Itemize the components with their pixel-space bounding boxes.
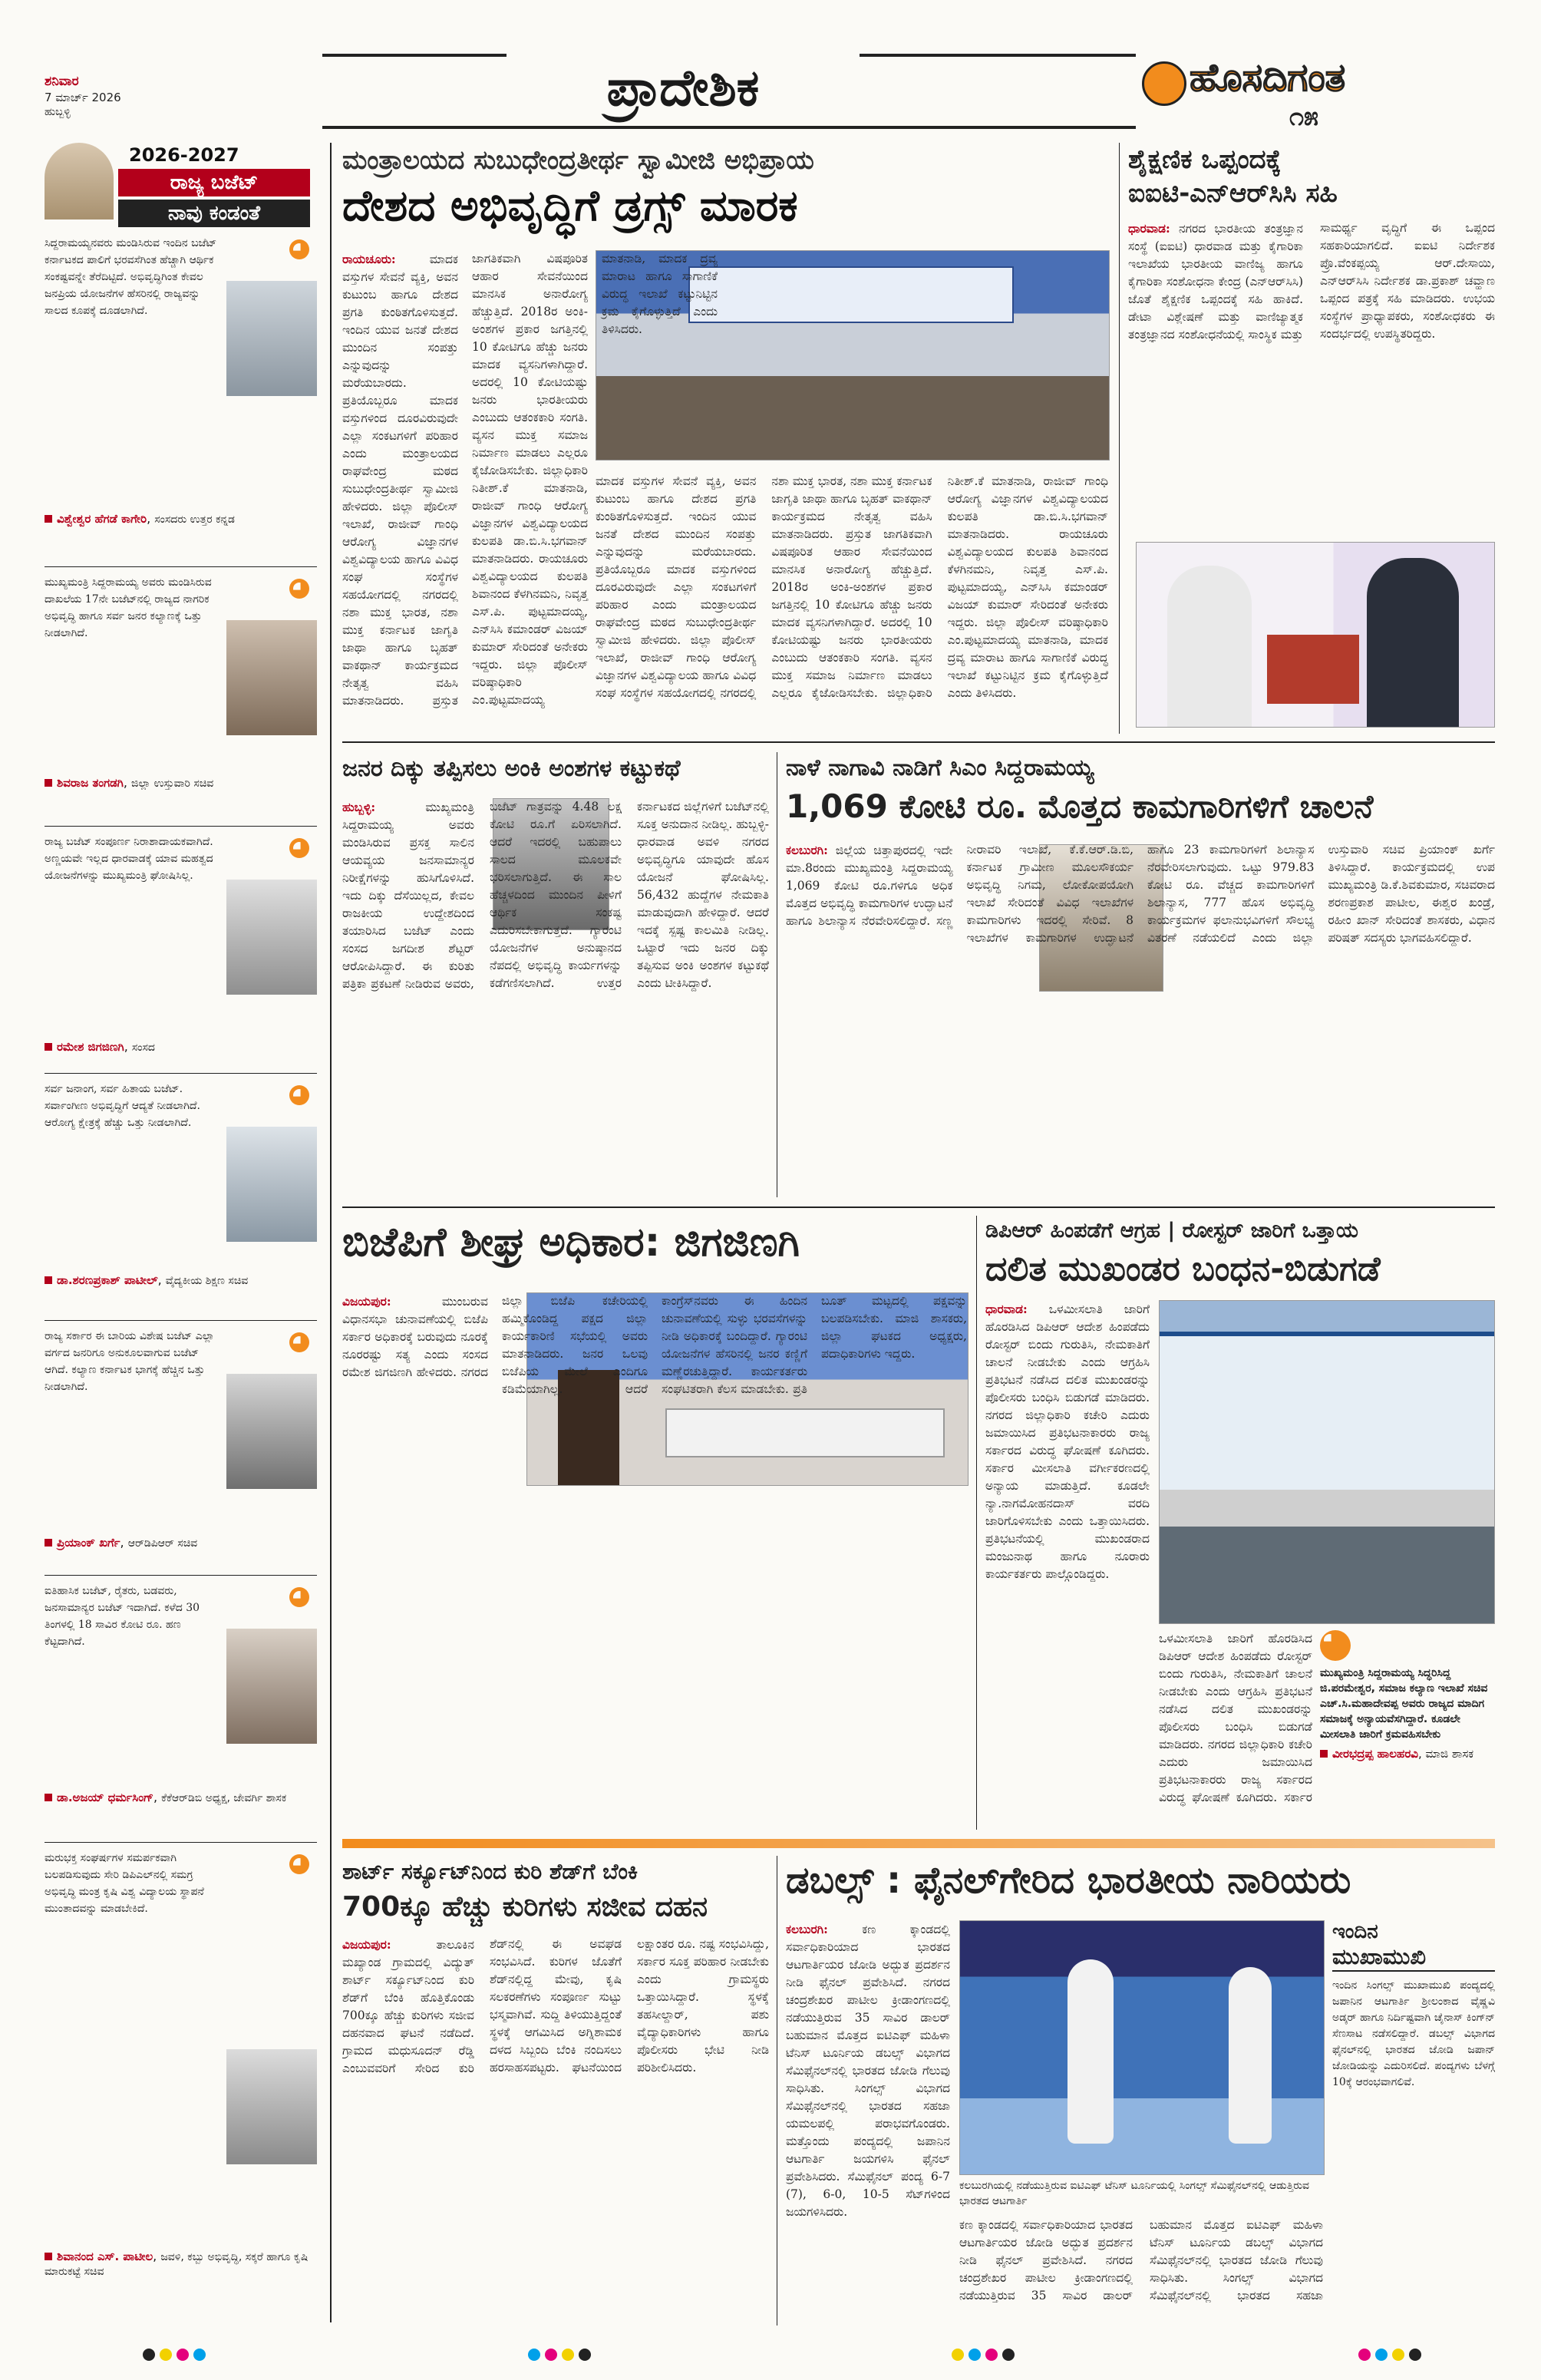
story-dateline: ರಾಯಚೂರು: [342, 252, 396, 266]
sidebar-item-6 [45, 1583, 317, 1836]
color-band [342, 1839, 1495, 1848]
police-bus [1160, 1332, 1494, 1490]
budget-leader-photo [45, 143, 114, 220]
quote-box: ಮುಖ್ಯಮಂತ್ರಿ ಸಿದ್ದರಾಮಯ್ಯ ಸಿದ್ಧರಿಸಿದ್ದ ಜಿ.ಪರಮೇಶ್ವರ, ಸಮಾಜ ಕಲ್ಯಾಣ ಇಲಾಖೆ ಸಚಿವ ಎಚ್.ಸಿ.ಮಹಾದೇವಪ್ಪ ಅವರು ರಾಜ್ಯದ ಮಾದಿಗ ಸಮಾಜಕ್ಕೆ ಅನ್ಯಾಯವೆಸಗಿದ್ದಾರೆ. ಕೂಡಲೇ ಮೀಸಲಾತಿ ಜಾರಿಗೆ ಕ್ರಮವಹಿಸಬೇಕು ವೀರಭದ್ರಪ್ಪ ಹಾಲಹರವಿ, ಮಾಜಿ ಶಾಸಕ [1320, 1630, 1493, 1822]
sidebar-text-2: ಮುಖ್ಯಮಂತ್ರಿ ಸಿದ್ದರಾಮಯ್ಯ ಅವರು ಮಂಡಿಸಿರುವ ದಾಖಲೆಯ 17ನೇ ಬಜೆಟ್‌ನಲ್ಲಿ ರಾಜ್ಯದ ನಾಗರಿಕ ಅಭಿವೃದ್ಧಿ ಹಾಗೂ ಸರ್ವ ಜನರ ಕಲ್ಯಾಣಕ್ಕೆ ಒತ್ತು ನೀಡಲಾಗಿದೆ. [45, 576, 212, 639]
stage-banner [688, 266, 1014, 323]
sidebar-item-7 [45, 1850, 317, 2326]
sidebar-name-5: ಪ್ರಿಯಾಂಕ್ ಖರ್ಗೆ, ಆರ್‌ಡಿಪಿಆರ್ ಸಚಿವ [45, 1535, 317, 1550]
story-headline: ಐಐಟಿ-ಎನ್‌ಆರ್‌ಸಿಸಿ ಸಹಿ [1128, 178, 1338, 209]
story-body-continued: ಒಳಮೀಸಲಾತಿ ಜಾರಿಗೆ ಹೊರಡಿಸಿದ ಡಿಪಿಆರ್ ಆದೇಶ ಹಿಂಪಡೆದು ರೋಸ್ಟರ್ ಬಿಂದು ಗುರುತಿಸಿ, ನೇಮಕಾತಿಗೆ ಚಾಲನೆ ನೀಡಬೇಕು ಎಂದು ಆಗ್ರಹಿಸಿ ಪ್ರತಿಭಟನೆ ನಡೆಸಿದ ದಲಿತ ಮುಖಂಡರನ್ನು ಪೊಲೀಸರು ಬಂಧಿಸಿ ಬಿಡುಗಡೆ ಮಾಡಿದರು. ನಗರದ ಜಿಲ್ಲಾಧಿಕಾರಿ ಕಚೇರಿ ಎದುರು ಜಮಾಯಿಸಿದ ಪ್ರತಿಭಟನಾಕಾರರು ರಾಜ್ಯ ಸರ್ಕಾರದ ವಿರುದ್ಧ ಘೋಷಣೆ ಕೂಗಿದರು. ಸರ್ಕಾರ [1159, 1632, 1312, 1804]
person-right [1367, 558, 1459, 727]
sidebar-item-3 [45, 833, 317, 1064]
quote-icon [289, 1332, 309, 1352]
player-figure [1067, 1959, 1114, 2144]
person-left [1167, 566, 1252, 727]
quote-icon [289, 838, 309, 858]
story-headline: 700ಕ್ಕೂ ಹೆಚ್ಚು ಕುರಿಗಳು ಸಜೀವ ದಹನ [342, 1891, 708, 1923]
story-body: ಒಳಮೀಸಲಾತಿ ಜಾರಿಗೆ ಹೊರಡಿಸಿದ ಡಿಪಿಆರ್ ಆದೇಶ ಹಿಂಪಡೆದು ರೋಸ್ಟರ್ ಬಿಂದು ಗುರುತಿಸಿ, ನೇಮಕಾತಿಗೆ ಚಾಲನೆ ನೀಡಬೇಕು ಎಂದು ಆಗ್ರಹಿಸಿ ಪ್ರತಿಭಟನೆ ನಡೆಸಿದ ದಲಿತ ಮುಖಂಡರನ್ನು ಪೊಲೀಸರು ಬಂಧಿಸಿ ಬಿಡುಗಡೆ ಮಾಡಿದರು. ನಗರದ ಜಿಲ್ಲಾಧಿಕಾರಿ ಕಚೇರಿ ಎದುರು ಜಮಾಯಿಸಿದ ಪ್ರತಿಭಟನಾಕಾರರು ರಾಜ್ಯ ಸರ್ಕಾರದ ವಿರುದ್ಧ ಘೋಷಣೆ ಕೂಗಿದರು. ಸರ್ಕಾರ ಮೀಸಲಾತಿ ವರ್ಗೀಕರಣದಲ್ಲಿ ಅನ್ಯಾಯ ಮಾಡುತ್ತಿದೆ. ಕೂಡಲೇ ನ್ಯಾ.ನಾಗಮೋಹನದಾಸ್ ವರದಿ ಜಾರಿಗೊಳಿಸಬೇಕು ಎಂದು ಒತ್ತಾಯಿಸಿದರು. ಪ್ರತಿಭಟನೆಯಲ್ಲಿ ಮುಖಂಡರಾದ ಮಂಜುನಾಥ ಹಾಗೂ ನೂರಾರು ಕಾರ್ಯಕರ್ತರು ಪಾಲ್ಗೊಂಡಿದ್ದರು. [985, 1302, 1150, 1581]
header-city: ಹುಬ್ಬಳ್ಳಿ [45, 106, 71, 118]
budget-badge [45, 143, 317, 232]
sidebar-text-5: ರಾಜ್ಯ ಸರ್ಕಾರ ಈ ಬಾರಿಯ ವಿಶೇಷ ಬಜೆಟ್ ಎಲ್ಲಾ ವರ್ಗದ ಜನರಿಗೂ ಅನುಕೂಲವಾಗುವ ಬಜೆಟ್ ಆಗಿದೆ. ಕಲ್ಯಾಣ ಕರ್ನಾಟಕ ಭಾಗಕ್ಕೆ ಹೆಚ್ಚಿನ ಒತ್ತು ನೀಡಲಾಗಿದೆ. [45, 1330, 215, 1393]
story-dateline: ಕಲಬುರಗಿ: [786, 1922, 828, 1936]
registration-marks [952, 2349, 1021, 2364]
page-number: ೧೫ [1289, 101, 1319, 132]
registration-marks [1358, 2349, 1427, 2364]
story-kicker: ಶೈಕ್ಷಣಿಕ ಒಪ್ಪಂದಕ್ಕೆ [1128, 144, 1282, 175]
story-headline: ಜನರ ದಿಕ್ಕು ತಪ್ಪಿಸಲು ಅಂಕಿ ಅಂಶಗಳ ಕಟ್ಟುಕಥೆ [342, 755, 681, 782]
sidebar-name-6: ಡಾ.ಅಜಯ್ ಧರ್ಮಸಿಂಗ್, ಕೆಕೆಆರ್‌ಡಿಬಿ ಅಧ್ಯಕ್ಷ, ಜೇವರ್ಗಿ ಶಾಸಕ [45, 1790, 317, 1804]
tennis-photo [959, 1920, 1325, 2175]
box-title-2: ಮುಖಾಮುಖಿ [1332, 1944, 1495, 1972]
story-body: ಮಾದಕ ವಸ್ತುಗಳ ಸೇವನೆ ವ್ಯಕ್ತಿ, ಅವನ ಕುಟುಂಬ ಹಾಗೂ ದೇಶದ ಪ್ರಗತಿ ಕುಂಠಿತಗೊಳಿಸುತ್ತದೆ. ಇಂದಿನ ಯುವ ಜನತೆ ದೇಶದ ಮುಂದಿನ ಸಂಪತ್ತು ಎನ್ನುವುದನ್ನು ಮರೆಯಬಾರದು. ಪ್ರತಿಯೊಬ್ಬರೂ ಮಾದಕ ವಸ್ತುಗಳಿಂದ ದೂರವಿರುವುದೇ ಎಲ್ಲಾ ಸಂಕಟಗಳಿಗೆ ಪರಿಹಾರ ಎಂದು ಮಂತ್ರಾಲಯದ ರಾಘವೇಂದ್ರ ಮಠದ ಸುಬುಧೇಂದ್ರತೀರ್ಥ ಸ್ವಾಮೀಜಿ ಹೇಳಿದರು. ಜಿಲ್ಲಾ ಪೊಲೀಸ್ ಇಲಾಖೆ, ರಾಜೀವ್ ಗಾಂಧಿ ಆರೋಗ್ಯ ವಿಜ್ಞಾನಗಳ ವಿಶ್ವವಿದ್ಯಾಲಯ ಹಾಗೂ ವಿವಿಧ ಸಂಘ ಸಂಸ್ಥೆಗಳ ಸಹಯೋಗದಲ್ಲಿ ನಗರದಲ್ಲಿ ನಶಾ ಮುಕ್ತ ಭಾರತ, ನಶಾ ಮುಕ್ತ ಕರ್ನಾಟಕ ಜಾಗೃತಿ ಜಾಥಾ ಹಾಗೂ ಬೃಹತ್ ವಾಕಥಾನ್ ಕಾರ್ಯಕ್ರಮದ ನೇತೃತ್ವ ವಹಿಸಿ ಮಾತನಾಡಿದರು. ಪ್ರಸ್ತುತ ಜಾಗತಿಕವಾಗಿ ವಿಷಪೂರಿತ ಆಹಾರ ಸೇವನೆಯಿಂದ ಮಾನಸಿಕ ಅನಾರೋಗ್ಯ ಹೆಚ್ಚುತ್ತಿದೆ. 2018ರ ಅಂಕಿ-ಅಂಶಗಳ ಪ್ರಕಾರ ಜಗತ್ತಿನಲ್ಲಿ 10 ಕೋಟಿಗೂ ಹೆಚ್ಚು ಜನರು ಮಾದಕ ವ್ಯಸನಿಗಳಾಗಿದ್ದಾರೆ. ಅದರಲ್ಲಿ 10 ಕೋಟಿಯಷ್ಟು ಜನರು ಭಾರತೀಯರು ಎಂಬುದು ಆತಂಕಕಾರಿ ಸಂಗತಿ. ವ್ಯಸನ ಮುಕ್ತ ಸಮಾಜ ನಿರ್ಮಾಣ ಮಾಡಲು ಎಲ್ಲರೂ ಕೈಜೋಡಿಸಬೇಕು. ಜಿಲ್ಲಾಧಿಕಾರಿ ನಿತೀಶ್.ಕೆ ಮಾತನಾಡಿ, ರಾಜೀವ್ ಗಾಂಧಿ ಆರೋಗ್ಯ ವಿಜ್ಞಾನಗಳ ವಿಶ್ವವಿದ್ಯಾಲಯದ ಕುಲಪತಿ ಡಾ.ಬಿ.ಸಿ.ಭಗವಾನ್ ಮಾತನಾಡಿದರು. ರಾಯಚೂರು ವಿಶ್ವವಿದ್ಯಾಲಯದ ಕುಲಪತಿ ಶಿವಾನಂದ ಕೆಳಗಿನಮನಿ, ನಿವೃತ್ತ ಎಸ್.ಪಿ. ಪುಟ್ಟಮಾದಯ್ಯ, ಎನ್‌ಸಿಸಿ ಕಮಾಂಡರ್ ವಿಜಯ್ ಕುಮಾರ್ ಸೇರಿದಂತೆ ಅನೇಕರು ಇದ್ದರು. ಜಿಲ್ಲಾ ಪೊಲೀಸ್ ವರಿಷ್ಠಾಧಿಕಾರಿ ಎಂ.ಪುಟ್ಟಮಾದಯ್ಯ ಮಾತನಾಡಿ, ಮಾದಕ ದ್ರವ್ಯ ಮಾರಾಟ ಹಾಗೂ ಸಾಗಾಣಿಕೆ ವಿರುದ್ಧ ಇಲಾಖೆ ಕಟ್ಟುನಿಟ್ಟಿನ ಕ್ರಮ ಕೈಗೊಳ್ಳುತ್ತಿದೆ ಎಂದು ತಿಳಿಸಿದರು. [342, 252, 718, 708]
sidebar-photo-4 [226, 1127, 317, 1242]
story-cm-visit [786, 752, 1495, 1197]
sidebar-item-4 [45, 1081, 317, 1303]
story-headline: 1,069 ಕೋಟಿ ರೂ. ಮೊತ್ತದ ಕಾಮಗಾರಿಗಳಿಗೆ ಚಾಲನೆ [786, 787, 1374, 825]
sidebar-item-5 [45, 1328, 317, 1566]
quote-text: ಮುಖ್ಯಮಂತ್ರಿ ಸಿದ್ದರಾಮಯ್ಯ ಸಿದ್ಧರಿಸಿದ್ದ ಜಿ.ಪರಮೇಶ್ವರ, ಸಮಾಜ ಕಲ್ಯಾಣ ಇಲಾಖೆ ಸಚಿವ ಎಚ್.ಸಿ.ಮಹಾದೇವಪ್ಪ ಅವರು ರಾಜ್ಯದ ಮಾದಿಗ ಸಮಾಜಕ್ಕೆ ಅನ್ಯಾಯವೆಸಗಿದ್ದಾರೆ. ಕೂಡಲೇ ಮೀಸಲಾತಿ ಜಾರಿಗೆ ಕ್ರಮವಹಿಸಬೇಕು [1320, 1667, 1488, 1741]
photo-caption: ಕಲಬುರಗಿಯಲ್ಲಿ ನಡೆಯುತ್ತಿರುವ ಐಟಿಎಫ್ ಟೆನಿಸ್ ಟೂರ್ನಿಯಲ್ಲಿ ಸಿಂಗಲ್ಸ್ ಸೆಮಿಫೈನಲ್‌ನಲ್ಲಿ ಆಡುತ್ತಿರುವ ಭಾರತದ ಆಟಗಾರ್ತಿ [959, 2180, 1310, 2207]
story-body-continued: ಮಾದಕ ವಸ್ತುಗಳ ಸೇವನೆ ವ್ಯಕ್ತಿ, ಅವನ ಕುಟುಂಬ ಹಾಗೂ ದೇಶದ ಪ್ರಗತಿ ಕುಂಠಿತಗೊಳಿಸುತ್ತದೆ. ಇಂದಿನ ಯುವ ಜನತೆ ದೇಶದ ಮುಂದಿನ ಸಂಪತ್ತು ಎನ್ನುವುದನ್ನು ಮರೆಯಬಾರದು. ಪ್ರತಿಯೊಬ್ಬರೂ ಮಾದಕ ವಸ್ತುಗಳಿಂದ ದೂರವಿರುವುದೇ ಎಲ್ಲಾ ಸಂಕಟಗಳಿಗೆ ಪರಿಹಾರ ಎಂದು ಮಂತ್ರಾಲಯದ ರಾಘವೇಂದ್ರ ಮಠದ ಸುಬುಧೇಂದ್ರತೀರ್ಥ ಸ್ವಾಮೀಜಿ ಹೇಳಿದರು. ಜಿಲ್ಲಾ ಪೊಲೀಸ್ ಇಲಾಖೆ, ರಾಜೀವ್ ಗಾಂಧಿ ಆರೋಗ್ಯ ವಿಜ್ಞಾನಗಳ ವಿಶ್ವವಿದ್ಯಾಲಯ ಹಾಗೂ ವಿವಿಧ ಸಂಘ ಸಂಸ್ಥೆಗಳ ಸಹಯೋಗದಲ್ಲಿ ನಗರದಲ್ಲಿ ನಶಾ ಮುಕ್ತ ಭಾರತ, ನಶಾ ಮುಕ್ತ ಕರ್ನಾಟಕ ಜಾಗೃತಿ ಜಾಥಾ ಹಾಗೂ ಬೃಹತ್ ವಾಕಥಾನ್ ಕಾರ್ಯಕ್ರಮದ ನೇತೃತ್ವ ವಹಿಸಿ ಮಾತನಾಡಿದರು. ಪ್ರಸ್ತುತ ಜಾಗತಿಕವಾಗಿ ವಿಷಪೂರಿತ ಆಹಾರ ಸೇವನೆಯಿಂದ ಮಾನಸಿಕ ಅನಾರೋಗ್ಯ ಹೆಚ್ಚುತ್ತಿದೆ. 2018ರ ಅಂಕಿ-ಅಂಶಗಳ ಪ್ರಕಾರ ಜಗತ್ತಿನಲ್ಲಿ 10 ಕೋಟಿಗೂ ಹೆಚ್ಚು ಜನರು ಮಾದಕ ವ್ಯಸನಿಗಳಾಗಿದ್ದಾರೆ. ಅದರಲ್ಲಿ 10 ಕೋಟಿಯಷ್ಟು ಜನರು ಭಾರತೀಯರು ಎಂಬುದು ಆತಂಕಕಾರಿ ಸಂಗತಿ. ವ್ಯಸನ ಮುಕ್ತ ಸಮಾಜ ನಿರ್ಮಾಣ ಮಾಡಲು ಎಲ್ಲರೂ ಕೈಜೋಡಿಸಬೇಕು. ಜಿಲ್ಲಾಧಿಕಾರಿ ನಿತೀಶ್.ಕೆ ಮಾತನಾಡಿ, ರಾಜೀವ್ ಗಾಂಧಿ ಆರೋಗ್ಯ ವಿಜ್ಞಾನಗಳ ವಿಶ್ವವಿದ್ಯಾಲಯದ ಕುಲಪತಿ ಡಾ.ಬಿ.ಸಿ.ಭಗವಾನ್ ಮಾತನಾಡಿದರು. ರಾಯಚೂರು ವಿಶ್ವವಿದ್ಯಾಲಯದ ಕುಲಪತಿ ಶಿವಾನಂದ ಕೆಳಗಿನಮನಿ, ನಿವೃತ್ತ ಎಸ್.ಪಿ. ಪುಟ್ಟಮಾದಯ್ಯ, ಎನ್‌ಸಿಸಿ ಕಮಾಂಡರ್ ವಿಜಯ್ ಕುಮಾರ್ ಸೇರಿದಂತೆ ಅನೇಕರು ಇದ್ದರು. ಜಿಲ್ಲಾ ಪೊಲೀಸ್ ವರಿಷ್ಠಾಧಿಕಾರಿ ಎಂ.ಪುಟ್ಟಮಾದಯ್ಯ ಮಾತನಾಡಿ, ಮಾದಕ ದ್ರವ್ಯ ಮಾರಾಟ ಹಾಗೂ ಸಾಗಾಣಿಕೆ ವಿರುದ್ಧ ಇಲಾಖೆ ಕಟ್ಟುನಿಟ್ಟಿನ ಕ್ರಮ ಕೈಗೊಳ್ಳುತ್ತಿದೆ ಎಂದು ತಿಳಿಸಿದರು. [596, 474, 1108, 700]
story-body: ಜಿಲ್ಲೆಯ ಚಿತ್ತಾಪುರದಲ್ಲಿ ಇದೇ ಮಾ.8ರಂದು ಮುಖ್ಯಮಂತ್ರಿ ಸಿದ್ದರಾಮಯ್ಯ 1,069 ಕೋಟಿ ರೂ.ಗಳಿಗೂ ಅಧಿಕ ಮೊತ್ತದ ಅಭಿವೃದ್ಧಿ ಕಾಮಗಾರಿಗಳ ಉದ್ಘಾಟನೆ ಹಾಗೂ ಶಿಲಾನ್ಯಾಸ ನೆರವೇರಿಸಲಿದ್ದಾರೆ. ಸಣ್ಣ ನೀರಾವರಿ ಇಲಾಖೆ, ಕೆ.ಕೆ.ಆರ್.ಡಿ.ಬಿ, ಕರ್ನಾಟಕ ಗ್ರಾಮೀಣ ಮೂಲಸೌಕರ್ಯ ಅಭಿವೃದ್ಧಿ ನಿಗಮ, ಲೋಕೋಪಯೋಗಿ ಇಲಾಖೆ ಸೇರಿದಂತೆ ವಿವಿಧ ಇಲಾಖೆಗಳ ಕಾಮಗಾರಿಗಳು ಇದರಲ್ಲಿ ಸೇರಿವೆ. 8 ಇಲಾಖೆಗಳ ಕಾಮಗಾರಿಗಳ ಉದ್ಘಾಟನೆ ಹಾಗೂ 23 ಕಾಮಗಾರಿಗಳಿಗೆ ಶಿಲಾನ್ಯಾಸ ನೆರವೇರಿಸಲಾಗುವುದು. ಒಟ್ಟು 979.83 ಕೋಟಿ ರೂ. ವೆಚ್ಚದ ಕಾಮಗಾರಿಗಳಿಗೆ ಶಿಲಾನ್ಯಾಸ, 777 ಹೊಸ ಅಭಿವೃದ್ಧಿ ಕಾರ್ಯಕ್ರಮಗಳ ಫಲಾನುಭವಿಗಳಿಗೆ ಸೌಲಭ್ಯ ವಿತರಣೆ ನಡೆಯಲಿದೆ ಎಂದು ಜಿಲ್ಲಾ ಉಸ್ತುವಾರಿ ಸಚಿವ ಪ್ರಿಯಾಂಕ್ ಖರ್ಗೆ ತಿಳಿಸಿದ್ದಾರೆ. ಕಾರ್ಯಕ್ರಮದಲ್ಲಿ ಉಪ ಮುಖ್ಯಮಂತ್ರಿ ಡಿ.ಕೆ.ಶಿವಕುಮಾರ, ಸಚಿವರಾದ ಶರಣಪ್ರಕಾಶ ಪಾಟೀಲ, ಈಶ್ವರ ಖಂಡ್ರೆ, ರಹೀಂ ಖಾನ್ ಸೇರಿದಂತೆ ಶಾಸಕರು, ವಿಧಾನ ಪರಿಷತ್ ಸದಸ್ಯರು ಭಾಗವಹಿಸಲಿದ್ದಾರೆ. [786, 843, 1495, 945]
registration-marks [528, 2349, 597, 2364]
story-tennis [786, 1856, 1495, 2326]
quote-name: ವೀರಭದ್ರಪ್ಪ ಹಾಲಹರವಿ [1332, 1747, 1418, 1761]
story-dateline: ಧಾರವಾಡ: [1128, 221, 1170, 236]
today-matches-box [1332, 1920, 1495, 2319]
story-body: ನಗರದ ಭಾರತೀಯ ತಂತ್ರಜ್ಞಾನ ಸಂಸ್ಥೆ (ಐಐಟಿ) ಧಾರವಾಡ ಮತ್ತು ಕೈಗಾರಿಕಾ ಇಲಾಖೆಯ ಭಾರತೀಯ ವಾಣಿಜ್ಯ ಹಾಗೂ ಕೈಗಾರಿಕಾ ಸಂಶೋಧನಾ ಕೇಂದ್ರ (ಎನ್‌ಆರ್‌ಸಿಸಿ) ಜೊತೆ ಶೈಕ್ಷಣಿಕ ಒಪ್ಪಂದಕ್ಕೆ ಸಹಿ ಹಾಕಿದೆ. ಡೇಟಾ ವಿಶ್ಲೇಷಣೆ ಮತ್ತು ವಾಣಿಜ್ಯಾತ್ಮಕ ತಂತ್ರಜ್ಞಾನದ ಸಂಶೋಧನೆಯಲ್ಲಿ ಸಾಂಸ್ಥಿಕ ಮತ್ತು ಸಾಮರ್ಥ್ಯ ವೃದ್ಧಿಗೆ ಈ ಒಪ್ಪಂದ ಸಹಕಾರಿಯಾಗಲಿದೆ. ಐಐಟಿ ನಿರ್ದೇಶಕ ಪ್ರೊ.ವೆಂಕಪ್ಪಯ್ಯ ಆರ್.ದೇಸಾಯಿ, ಎನ್‌ಆರ್‌ಸಿಸಿ ನಿರ್ದೇಶಕ ಡಾ.ಪ್ರಕಾಶ್ ಚವ್ಹಾಣ ಒಪ್ಪಂದ ಪತ್ರಕ್ಕೆ ಸಹಿ ಮಾಡಿದರು. ಉಭಯ ಸಂಸ್ಥೆಗಳ ಪ್ರಾಧ್ಯಾಪಕರು, ಸಂಶೋಧಕರು ಈ ಸಂದರ್ಭದಲ್ಲಿ ಉಪಸ್ಥಿತರಿದ್ದರು. [1128, 221, 1495, 342]
player-figure-2 [1229, 1967, 1272, 2144]
sidebar-item-2 [45, 574, 317, 820]
protest-photo [1159, 1300, 1495, 1624]
story-iit-mou [1128, 143, 1495, 734]
story-body-continued: ಕಣ ಕ್ಕಾಂಡದಲ್ಲಿ ಸರ್ವಾಧಿಕಾರಿಯಾದ ಭಾರತದ ಆಟಗಾರ್ತಿಯರ ಜೋಡಿ ಅದ್ಭುತ ಪ್ರದರ್ಶನ ನೀಡಿ ಫೈನಲ್ ಪ್ರವೇಶಿಸಿದೆ. ನಗರದ ಚಂದ್ರಶೇಖರ ಪಾಟೀಲ ಕ್ರೀಡಾಂಗಣದಲ್ಲಿ ನಡೆಯುತ್ತಿರುವ 35 ಸಾವಿರ ಡಾಲರ್ ಬಹುಮಾನ ಮೊತ್ತದ ಐಟಿಎಫ್ ಮಹಿಳಾ ಟೆನಿಸ್ ಟೂರ್ನಿಯ ಡಬಲ್ಸ್ ವಿಭಾಗದ ಸೆಮಿಫೈನಲ್‌ನಲ್ಲಿ ಭಾರತದ ಜೋಡಿ ಗೆಲುವು ಸಾಧಿಸಿತು. ಸಿಂಗಲ್ಸ್ ವಿಭಾಗದ ಸೆಮಿಫೈನಲ್‌ನಲ್ಲಿ ಭಾರತದ ಸಹಜಾ [959, 2218, 1323, 2302]
story-dalit-protest [985, 1216, 1495, 1830]
story-dateline: ಹುಬ್ಬಳ್ಳಿ: [342, 800, 376, 814]
box-title-1: ಇಂದಿನ [1332, 1920, 1378, 1943]
header-day: ಶನಿವಾರ [45, 74, 79, 89]
story-headline: ಬಿಜೆಪಿಗೆ ಶೀಘ್ರ ಅಧಿಕಾರ: ಜಿಗಜಿಣಗಿ [342, 1220, 800, 1266]
registration-marks [143, 2349, 212, 2364]
paper-name: ಹೊಸದಿಗಂತ [1190, 55, 1346, 100]
quote-icon [289, 1085, 309, 1105]
header-date-block [45, 74, 160, 118]
story-headline: ದೇಶದ ಅಭಿವೃದ್ಧಿಗೆ ಡ್ರಗ್ಸ್ ಮಾರಕ [342, 181, 798, 231]
story-dateline: ಧಾರವಾಡ: [985, 1302, 1028, 1316]
sidebar-name-3: ರಮೇಶ ಜಿಗಜಿಣಗಿ, ಸಂಸದ [45, 1039, 317, 1054]
story-headline: ಡಬಲ್ಸ್ : ಫೈನಲ್‌ಗೇರಿದ ಭಾರತೀಯ ನಾರಿಯರು [786, 1859, 1351, 1902]
story-dateline: ವಿಜಯಪುರ: [342, 1937, 391, 1952]
budget-badge-year: 2026-2027 [129, 144, 239, 166]
sidebar-text-1: ಸಿದ್ದರಾಮಯ್ಯನವರು ಮಂಡಿಸಿರುವ ಇಂದಿನ ಬಜೆಟ್ ಕರ್ನಾಟಕದ ಪಾಲಿಗೆ ಭರವಸೆಗಿಂತ ಹೆಚ್ಚಾಗಿ ಆರ್ಥಿಕ ಸಂಕಷ್ಟವನ್ನೇ ತೆರೆದಿಟ್ಟಿದೆ. ಅಭಿವೃದ್ಧಿಗಿಂತ ಕೇವಲ ಜನಪ್ರಿಯ ಯೋಜನೆಗಳ ಹೆಸರಿನಲ್ಲಿ ರಾಜ್ಯವನ್ನು ಸಾಲದ ಕೂಪಕ್ಕೆ ದೂಡಲಾಗಿದೆ. [45, 237, 217, 317]
quote-icon [289, 239, 309, 259]
story-kicker: ಮಂತ್ರಾಲಯದ ಸುಬುಧೇಂದ್ರತೀರ್ಥ ಸ್ವಾಮೀಜಿ ಅಭಿಪ್ರಾಯ [342, 145, 814, 176]
paper-logo [1136, 51, 1489, 135]
story-kicker: ಡಿಪಿಆರ್ ಹಿಂಪಡೆಗೆ ಆಗ್ರಹ | ರೋಸ್ಟರ್ ಜಾರಿಗೆ ಒತ್ತಾಯ [985, 1219, 1358, 1243]
story-body: ತಾಲೂಕಿನ ಮಖ್ಯಾಂಡ ಗ್ರಾಮದಲ್ಲಿ ವಿದ್ಯುತ್ ಶಾರ್ಟ್ ಸರ್ಕ್ಯೂಟ್‌ನಿಂದ ಕುರಿ ಶೆಡ್‌ಗೆ ಬೆಂಕಿ ಹೊತ್ತಿಕೊಂಡು 700ಕ್ಕೂ ಹೆಚ್ಚು ಕುರಿಗಳು ಸಜೀವ ದಹನವಾದ ಘಟನೆ ನಡೆದಿದೆ. ಗ್ರಾಮದ ಮಧುಸೂದನ್ ರೆಡ್ಡಿ ಎಂಬುವವರಿಗೆ ಸೇರಿದ ಕುರಿ ಶೆಡ್‌ನಲ್ಲಿ ಈ ಅವಘಡ ಸಂಭವಿಸಿದೆ. ಕುರಿಗಳ ಜೊತೆಗೆ ಶೆಡ್‌ನಲ್ಲಿದ್ದ ಮೇವು, ಕೃಷಿ ಸಲಕರಣೆಗಳು ಸಂಪೂರ್ಣ ಸುಟ್ಟು ಭಸ್ಮವಾಗಿವೆ. ಸುದ್ದಿ ತಿಳಿಯುತ್ತಿದ್ದಂತೆ ಸ್ಥಳಕ್ಕೆ ಆಗಮಿಸಿದ ಅಗ್ನಿಶಾಮಕ ದಳದ ಸಿಬ್ಬಂದಿ ಬೆಂಕಿ ನಂದಿಸಲು ಹರಸಾಹಸಪಟ್ಟರು. ಘಟನೆಯಿಂದ ಲಕ್ಷಾಂತರ ರೂ. ನಷ್ಟ ಸಂಭವಿಸಿದ್ದು, ಸರ್ಕಾರ ಸೂಕ್ತ ಪರಿಹಾರ ನೀಡಬೇಕು ಎಂದು ಗ್ರಾಮಸ್ಥರು ಒತ್ತಾಯಿಸಿದ್ದಾರೆ. ಸ್ಥಳಕ್ಕೆ ತಹಸೀಲ್ದಾರ್, ಪಶು ವೈದ್ಯಾಧಿಕಾರಿಗಳು ಹಾಗೂ ಪೊಲೀಸರು ಭೇಟಿ ನೀಡಿ ಪರಿಶೀಲಿಸಿದರು. [342, 1937, 769, 2075]
sidebar-item-1 [45, 235, 317, 557]
mou-photo [1136, 542, 1495, 728]
quote-icon [1320, 1630, 1351, 1661]
section-title: ಪ್ರಾದೇಶಿಕ [507, 54, 860, 123]
quote-role: ಮಾಜಿ ಶಾಸಕ [1425, 1747, 1474, 1761]
story-kicker: ನಾಳೆ ನಾಗಾವಿ ನಾಡಿಗೆ ಸಿಎಂ ಸಿದ್ದರಾಮಯ್ಯ [786, 754, 1094, 781]
sidebar-photo-7 [226, 2049, 317, 2164]
story-body: ಕಣ ಕ್ಕಾಂಡದಲ್ಲಿ ಸರ್ವಾಧಿಕಾರಿಯಾದ ಭಾರತದ ಆಟಗಾರ್ತಿಯರ ಜೋಡಿ ಅದ್ಭುತ ಪ್ರದರ್ಶನ ನೀಡಿ ಫೈನಲ್ ಪ್ರವೇಶಿಸಿದೆ. ನಗರದ ಚಂದ್ರಶೇಖರ ಪಾಟೀಲ ಕ್ರೀಡಾಂಗಣದಲ್ಲಿ ನಡೆಯುತ್ತಿರುವ 35 ಸಾವಿರ ಡಾಲರ್ ಬಹುಮಾನ ಮೊತ್ತದ ಐಟಿಎಫ್ ಮಹಿಳಾ ಟೆನಿಸ್ ಟೂರ್ನಿಯ ಡಬಲ್ಸ್ ವಿಭಾಗದ ಸೆಮಿಫೈನಲ್‌ನಲ್ಲಿ ಭಾರತದ ಜೋಡಿ ಗೆಲುವು ಸಾಧಿಸಿತು. ಸಿಂಗಲ್ಸ್ ವಿಭಾಗದ ಸೆಮಿಫೈನಲ್‌ನಲ್ಲಿ ಭಾರತದ ಸಹಜಾ ಯಮಲಪಲ್ಲಿ ಪರಾಭವಗೊಂಡರು. ಮತ್ತೊಂದು ಪಂದ್ಯದಲ್ಲಿ ಜಪಾನಿನ ಆಟಗಾರ್ತಿ ಜಯಗಳಿಸಿ ಫೈನಲ್ ಪ್ರವೇಶಿಸಿದರು. ಸೆಮಿಫೈನಲ್ ಪಂದ್ಯ 6-7 (7), 6-0, 10-5 ಸೆಟ್‌ಗಳಿಂದ ಜಯಗಳಿಸಿದರು. [786, 1923, 950, 2219]
sidebar-text-4: ಸರ್ವ ಜನಾಂಗ, ಸರ್ವ ಹಿತಾಯ ಬಜೆಟ್. ಸರ್ವಾಂಗೀಣ ಅಭಿವೃದ್ಧಿಗೆ ಆದ್ಯತೆ ನೀಡಲಾಗಿದೆ. ಆರೋಗ್ಯ ಕ್ಷೇತ್ರಕ್ಕೆ ಹೆಚ್ಚು ಒತ್ತು ನೀಡಲಾಗಿದೆ. [45, 1083, 200, 1129]
logo-icon [1142, 61, 1186, 106]
sidebar-text-6: ಐತಿಹಾಸಿಕ ಬಜೆಟ್, ರೈತರು, ಬಡವರು, ಜನಸಾಮಾನ್ಯರ ಬಜೆಟ್ ಇದಾಗಿದೆ. ಕಳೆದ 30 ತಿಂಗಳಲ್ಲಿ 18 ಸಾವಿರ ಕೋಟಿ ರೂ. ಹಣ ಕೆಟ್ಟದಾಗಿದೆ. [45, 1585, 200, 1648]
story-sheep-fire [342, 1856, 769, 2326]
quote-icon [289, 579, 309, 599]
story-kicker: ಶಾರ್ಟ್ ಸರ್ಕ್ಯೂಟ್‌ನಿಂದ ಕುರಿ ಶೆಡ್‌ಗೆ ಬೆಂಕಿ [342, 1859, 638, 1884]
sidebar-name-2: ಶಿವರಾಜ ತಂಗಡಗಿ, ಜಿಲ್ಲಾ ಉಸ್ತುವಾರಿ ಸಚಿವ [45, 775, 317, 790]
sidebar-name-7: ಶಿವಾನಂದ ಎಸ್. ಪಾಟೀಲ, ಜವಳಿ, ಕಬ್ಬು ಅಭಿವೃದ್ಧಿ, ಸಕ್ಕರೆ ಹಾಗೂ ಕೃಷಿ ಮಾರುಕಟ್ಟೆ ಸಚಿವ [45, 2249, 309, 2278]
sidebar-text-3: ರಾಜ್ಯ ಬಜೆಟ್ ಸಂಪೂರ್ಣ ನಿರಾಶಾದಾಯಕವಾಗಿದೆ. ಅಣ್ಣಯವೇ ಇಲ್ಲದ ಧಾರವಾಡಕ್ಕೆ ಯಾವ ಮಹತ್ವದ ಯೋಜನೆಗಳನ್ನು ಮುಖ್ಯಮಂತ್ರಿ ಘೋಷಿಸಿಲ್ಲ. [45, 836, 213, 882]
story-body: ಮುಂಬರುವ ವಿಧಾನಸಭಾ ಚುನಾವಣೆಯಲ್ಲಿ ಬಿಜೆಪಿ ಸರ್ಕಾರ ಅಧಿಕಾರಕ್ಕೆ ಬರುವುದು ನೂರಕ್ಕೆ ನೂರರಷ್ಟು ಸತ್ಯ ಎಂದು ಸಂಸದ ರಮೇಶ ಜಿಗಜಿಣಗಿ ಹೇಳಿದರು. ನಗರದ ಜಿಲ್ಲಾ ಬಿಜೆಪಿ ಕಚೇರಿಯಲ್ಲಿ ಹಮ್ಮಿಕೊಂಡಿದ್ದ ಪಕ್ಷದ ಜಿಲ್ಲಾ ಕಾರ್ಯಕಾರಿಣಿ ಸಭೆಯಲ್ಲಿ ಅವರು ಮಾತನಾಡಿದರು. ಜನರ ಒಲವು ಬಿಜೆಪಿಯ ಮೇಲೆ ಎಂದಿಗೂ ಕಡಿಮೆಯಾಗಿಲ್ಲ. ಆದರೆ ಕಾಂಗ್ರೆಸ್‌ನವರು ಈ ಹಿಂದಿನ ಚುನಾವಣೆಯಲ್ಲಿ ಸುಳ್ಳು ಭರವಸೆಗಳನ್ನು ನೀಡಿ ಅಧಿಕಾರಕ್ಕೆ ಬಂದಿದ್ದಾರೆ. ಗ್ಯಾರಂಟಿ ಯೋಜನೆಗಳ ಹೆಸರಿನಲ್ಲಿ ಜನರ ಕಣ್ಣಿಗೆ ಮಣ್ಣೆರಚುತ್ತಿದ್ದಾರೆ. ಕಾರ್ಯಕರ್ತರು ಸಂಘಟಿತರಾಗಿ ಕೆಲಸ ಮಾಡಬೇಕು. ಪ್ರತಿ ಬೂತ್ ಮಟ್ಟದಲ್ಲಿ ಪಕ್ಷವನ್ನು ಬಲಪಡಿಸಬೇಕು. ಮಾಜಿ ಶಾಸಕರು, ಜಿಲ್ಲಾ ಘಟಕದ ಅಧ್ಯಕ್ಷರು, ಪದಾಧಿಕಾರಿಗಳು ಇದ್ದರು. [342, 1294, 967, 1396]
story-bjp [342, 1216, 967, 1830]
quote-icon [289, 1587, 309, 1607]
budget-badge-title: ರಾಜ್ಯ ಬಜೆಟ್ [118, 169, 310, 196]
story-body: ಮುಖ್ಯಮಂತ್ರಿ ಸಿದ್ದರಾಮಯ್ಯ ಅವರು ಮಂಡಿಸಿರುವ ಪ್ರಸಕ್ತ ಸಾಲಿನ ಆಯವ್ಯಯ ಜನಸಾಮಾನ್ಯರ ನಿರೀಕ್ಷೆಗಳನ್ನು ಹುಸಿಗೊಳಿಸಿದೆ. ಇದು ದಿಕ್ಕು ದೆಸೆಯಿಲ್ಲದ, ಕೇವಲ ರಾಜಕೀಯ ಉದ್ದೇಶದಿಂದ ತಯಾರಿಸಿದ ಬಜೆಟ್ ಎಂದು ಸಂಸದ ಜಗದೀಶ ಶೆಟ್ಟರ್ ಆರೋಪಿಸಿದ್ದಾರೆ. ಈ ಕುರಿತು ಪತ್ರಿಕಾ ಪ್ರಕಟಣೆ ನೀಡಿರುವ ಅವರು, ಬಜೆಟ್ ಗಾತ್ರವನ್ನು 4.48 ಲಕ್ಷ ಕೋಟಿ ರೂ.ಗೆ ಏರಿಸಲಾಗಿದೆ. ಆದರೆ ಇದರಲ್ಲಿ ಬಹುಪಾಲು ಸಾಲದ ಮೂಲಕವೇ ಭರಿಸಲಾಗುತ್ತಿದೆ. ಈ ಸಾಲ ಹೆಚ್ಚಳದಿಂದ ಮುಂದಿನ ಪೀಳಿಗೆ ಆರ್ಥಿಕ ಸಂಕಷ್ಟ ಎದುರಿಸಬೇಕಾಗುತ್ತದೆ. ಗ್ಯಾರಂಟಿ ಯೋಜನೆಗಳ ಅನುಷ್ಠಾನದ ನೆಪದಲ್ಲಿ ಅಭಿವೃದ್ಧಿ ಕಾರ್ಯಗಳನ್ನು ಕಡೆಗಣಿಸಲಾಗಿದೆ. ಉತ್ತರ ಕರ್ನಾಟಕದ ಜಿಲ್ಲೆಗಳಿಗೆ ಬಜೆಟ್‌ನಲ್ಲಿ ಸೂಕ್ತ ಅನುದಾನ ನೀಡಿಲ್ಲ. ಹುಬ್ಬಳ್ಳಿ-ಧಾರವಾಡ ಅವಳಿ ನಗರದ ಅಭಿವೃದ್ಧಿಗೂ ಯಾವುದೇ ಹೊಸ ಯೋಜನೆ ಘೋಷಿಸಿಲ್ಲ. 56,432 ಹುದ್ದೆಗಳ ನೇಮಕಾತಿ ಮಾಡುವುದಾಗಿ ಹೇಳಿದ್ದಾರೆ. ಆದರೆ ಇದಕ್ಕೆ ಸ್ಪಷ್ಟ ಕಾಲಮಿತಿ ನೀಡಿಲ್ಲ. ಒಟ್ಟಾರೆ ಇದು ಜನರ ದಿಕ್ಕು ತಪ್ಪಿಸುವ ಅಂಕಿ ಅಂಶಗಳ ಕಟ್ಟುಕಥೆ ಎಂದು ಟೀಕಿಸಿದ್ದಾರೆ. [342, 800, 769, 991]
mou-folder [1267, 635, 1359, 704]
sidebar-name-1: ವಿಶ್ವೇಶ್ವರ ಹೆಗಡೆ ಕಾಗೇರಿ, ಸಂಸದರು ಉತ್ತರ ಕನ್ನಡ [45, 511, 317, 526]
story-drugs [342, 143, 1110, 734]
story-dateline: ವಿಜಯಪುರ: [342, 1294, 391, 1309]
sidebar-photo-1 [226, 281, 317, 396]
sidebar-photo-5 [226, 1374, 317, 1489]
story-budget-criticism [342, 752, 769, 1197]
sidebar-photo-3 [226, 880, 317, 995]
header-date: 7 ಮಾರ್ಚ್ 2026 [45, 91, 121, 104]
budget-badge-subtitle: ನಾವು ಕಂಡಂತೆ [118, 200, 310, 227]
sidebar-photo-2 [226, 620, 317, 735]
quote-icon [289, 1854, 309, 1874]
sidebar-text-7: ಮರುಭಕ್ತ ಸಂಘರ್ಷಗಳ ಸಮರ್ಪಕವಾಗಿ ಬಲಪಡಿಸುವುದು ಸೇರಿ ಡಿಪಿಎಲ್‌ನಲ್ಲಿ ಸಮಗ್ರ ಅಭಿವೃದ್ಧಿ ಮಂತ್ರ ಕೃಷಿ ವಿಶ್ವ ವಿದ್ಯಾಲಯ ಸ್ಥಾಪನೆ ಮುಂತಾದವನ್ನು ಮಾಡಬೇಕಿದೆ. [45, 1852, 204, 1915]
box-body: ಇಂದಿನ ಸಿಂಗಲ್ಸ್ ಮುಖಾಮುಖಿ ಪಂದ್ಯದಲ್ಲಿ ಜಪಾನಿನ ಆಟಗಾರ್ತಿ ಶ್ರೀಲಂಕಾದ ವೈಷ್ಣವಿ ಅಡ್ಕರ್ ಹಾಗೂ ನಿರ್ದಿಷ್ಟವಾಗಿ ಚೈನಾಸ್ ಕಿಂಗ್‌ನ್ ಸೆಣಸಾಟ ನಡೆಸಲಿದ್ದಾರೆ. ಡಬಲ್ಸ್ ವಿಭಾಗದ ಫೈನಲ್‌ನಲ್ಲಿ ಭಾರತದ ಜೋಡಿ ಜಪಾನ್ ಜೋಡಿಯನ್ನು ಎದುರಿಸಲಿದೆ. ಪಂದ್ಯಗಳು ಬೆಳಗ್ಗೆ 10ಕ್ಕೆ ಆರಂಭವಾಗಲಿವೆ. [1332, 1979, 1495, 2088]
story-dateline: ಕಲಬುರಗಿ: [786, 843, 828, 857]
sidebar-photo-6 [226, 1629, 317, 1744]
story-headline: ದಲಿತ ಮುಖಂಡರ ಬಂಧನ-ಬಿಡುಗಡೆ [985, 1249, 1381, 1289]
sidebar-name-4: ಡಾ.ಶರಣಪ್ರಕಾಶ್ ಪಾಟೀಲ್, ವೈದ್ಯಕೀಯ ಶಿಕ್ಷಣ ಸಚಿವ [45, 1273, 317, 1287]
